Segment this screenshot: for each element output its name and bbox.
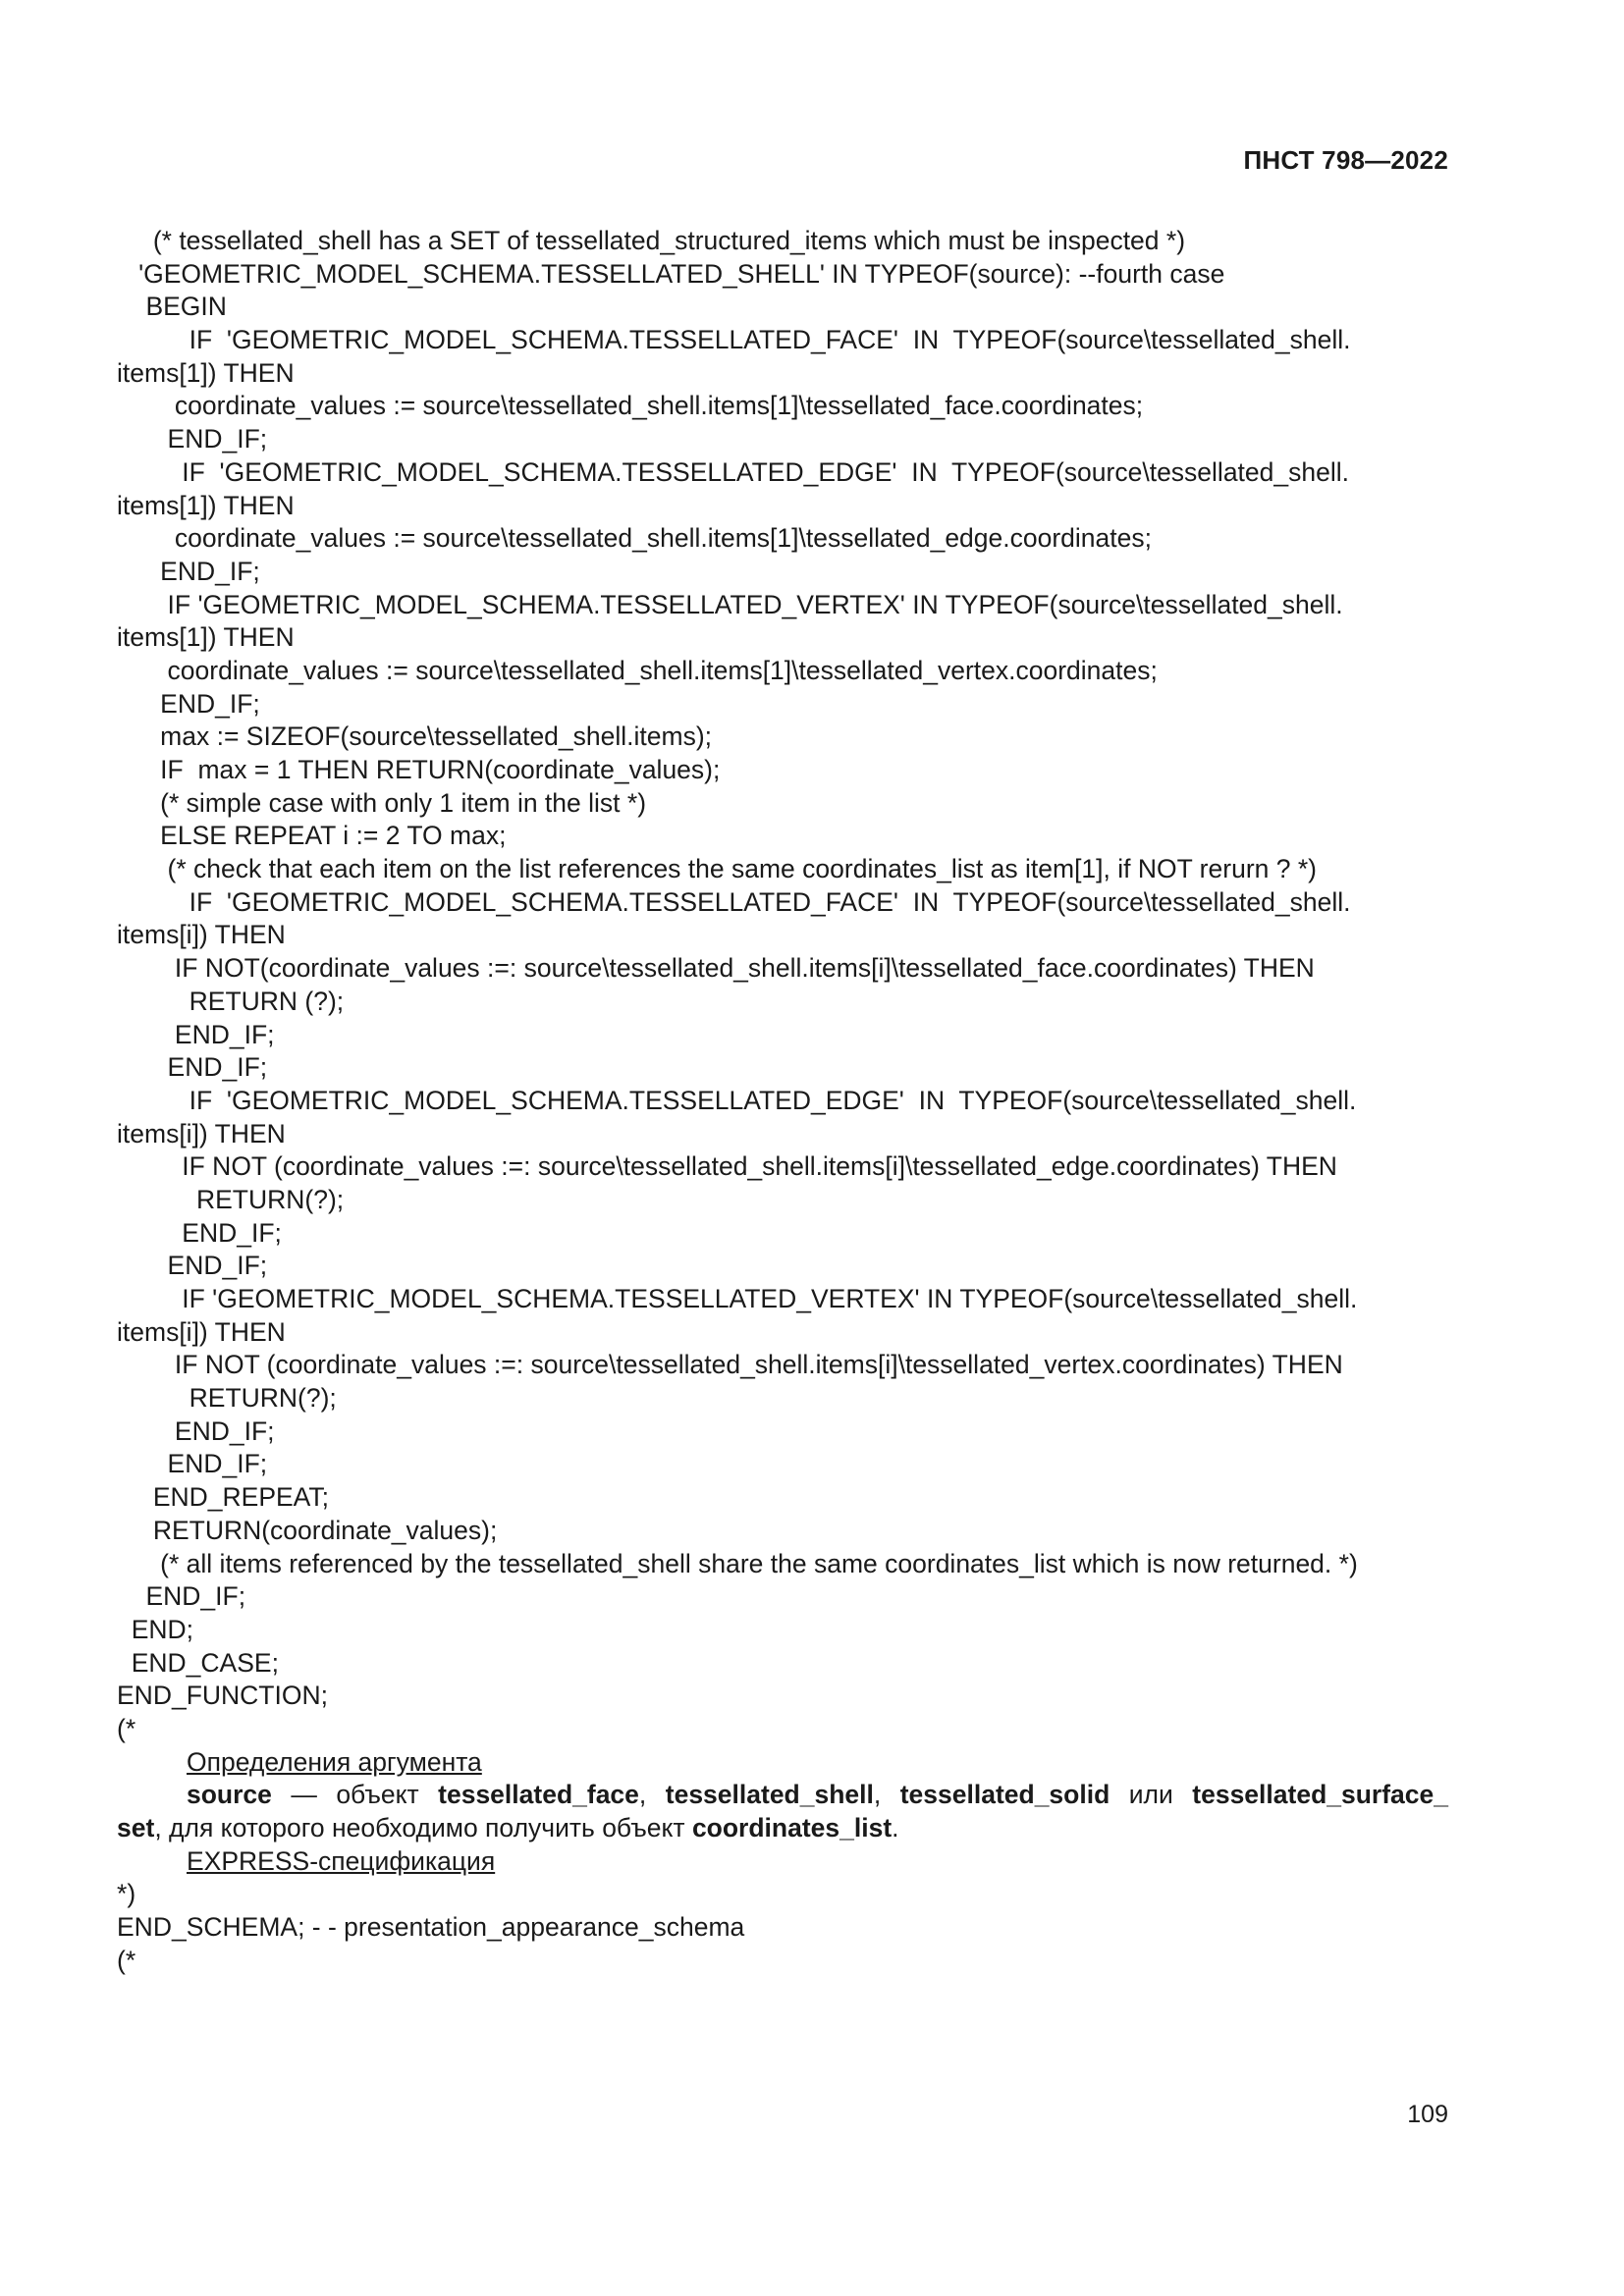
code-line: IF NOT (coordinate_values :=: source\tessellated_shell.items[i]\tessellated_edge.coordinates) THEN — [117, 1151, 1337, 1182]
code-line: (* tessellated_shell has a SET of tessellated_structured_items which must be inspected *) — [117, 226, 1186, 255]
definition-dash: — объект — [271, 1780, 439, 1810]
code-line: END_IF; — [117, 1019, 275, 1049]
code-line: END_IF; — [117, 1251, 268, 1281]
code-line: *) — [117, 1879, 136, 1909]
code-line: IF max = 1 THEN RETURN(coordinate_values); — [117, 755, 721, 784]
term-coordinates-list: coordinates_list — [691, 1813, 893, 1842]
document-id: ПНСТ 798—2022 — [1243, 145, 1448, 175]
code-line: END_SCHEMA; - - presentation_appearance_schema — [117, 1912, 745, 1943]
term-tessellated-surface-set-part2: set — [117, 1813, 155, 1842]
code-line: END_IF; — [117, 1217, 282, 1248]
term-tessellated-surface-set-part1: tessellated_surface_ — [1192, 1780, 1449, 1810]
code-line: END_IF; — [117, 1415, 275, 1446]
definition-text-line-2 — [117, 1812, 1448, 1845]
term-source: source — [187, 1780, 272, 1810]
code-line: (* simple case with only 1 item in the list *) — [117, 787, 647, 818]
code-line: IF NOT(coordinate_values :=: source\tessellated_shell.items[i]\tessellated_face.coordinates) THEN — [117, 953, 1315, 984]
term-tessellated-face: tessellated_face — [438, 1780, 639, 1810]
definitions-heading-line — [117, 1746, 1448, 1780]
code-line: END_FUNCTION; — [117, 1681, 328, 1711]
code-line: (* — [117, 1945, 136, 1975]
code-line: END; — [117, 1614, 194, 1644]
code-line: END_CASE; — [117, 1647, 279, 1678]
code-line: items[i]) THEN — [117, 920, 286, 950]
code-line: IF 'GEOMETRIC_MODEL_SCHEMA.TESSELLATED_EDGE' IN TYPEOF(source\tessellated_shell. — [117, 1085, 1357, 1115]
code-line: (* — [117, 1713, 136, 1743]
definitions-heading: Определения аргумента — [187, 1746, 482, 1777]
definition-text-line-1 — [117, 1779, 1448, 1812]
code-line: 'GEOMETRIC_MODEL_SCHEMA.TESSELLATED_SHELL' IN TYPEOF(source): --fourth case — [117, 258, 1225, 289]
code-line: END_IF; — [117, 1581, 246, 1612]
code-line: coordinate_values := source\tessellated_shell.items[1]\tessellated_face.coordinates; — [117, 391, 1144, 421]
code-line: END_REPEAT; — [117, 1482, 329, 1513]
code-line: RETURN(coordinate_values); — [117, 1515, 498, 1545]
definition-comma: , — [873, 1780, 900, 1810]
express-heading-line — [117, 1845, 1448, 1879]
definition-or: или — [1110, 1780, 1193, 1810]
code-line: items[i]) THEN — [117, 1118, 286, 1148]
term-tessellated-shell: tessellated_shell — [665, 1780, 874, 1810]
code-line: IF 'GEOMETRIC_MODEL_SCHEMA.TESSELLATED_FACE' IN TYPEOF(source\tessellated_shell. — [117, 886, 1351, 917]
code-line: IF 'GEOMETRIC_MODEL_SCHEMA.TESSELLATED_VERTEX' IN TYPEOF(source\tessellated_shell. — [117, 589, 1343, 619]
code-line: coordinate_values := source\tessellated_shell.items[1]\tessellated_vertex.coordinates; — [117, 655, 1158, 685]
code-line: (* check that each item on the list references the same coordinates_list as item[1], if NOT rerurn ? *) — [117, 854, 1317, 884]
definition-period: . — [892, 1813, 899, 1842]
document-body — [117, 225, 1448, 1977]
definition-comma: , — [638, 1780, 666, 1810]
code-line: RETURN(?); — [117, 1184, 345, 1214]
code-line: ELSE REPEAT i := 2 TO max; — [117, 821, 507, 851]
code-line: items[1]) THEN — [117, 357, 295, 388]
code-line: max := SIZEOF(source\tessellated_shell.items); — [117, 721, 713, 752]
definition-rest: , для которого необходимо получить объект — [154, 1813, 692, 1842]
code-line: IF 'GEOMETRIC_MODEL_SCHEMA.TESSELLATED_EDGE' IN TYPEOF(source\tessellated_shell. — [117, 456, 1349, 487]
term-tessellated-solid: tessellated_solid — [899, 1780, 1110, 1810]
code-line: END_IF; — [117, 424, 268, 454]
code-line: items[1]) THEN — [117, 490, 295, 520]
code-line: IF 'GEOMETRIC_MODEL_SCHEMA.TESSELLATED_VERTEX' IN TYPEOF(source\tessellated_shell. — [117, 1284, 1358, 1313]
code-line: END_IF; — [117, 1052, 268, 1083]
code-line: END_IF; — [117, 688, 260, 719]
page-number: 109 — [1407, 2101, 1448, 2128]
code-line: END_IF; — [117, 1449, 268, 1479]
code-line: IF NOT (coordinate_values :=: source\tessellated_shell.items[i]\tessellated_vertex.coordinates) THEN — [117, 1350, 1343, 1380]
code-line: items[1]) THEN — [117, 622, 295, 653]
code-line: RETURN (?); — [117, 986, 345, 1016]
code-line: BEGIN — [117, 292, 227, 322]
code-line: (* all items referenced by the tessellated_shell share the same coordinates_list which is now returned. *) — [117, 1548, 1358, 1578]
express-spec-heading: EXPRESS-спецификация — [187, 1845, 496, 1876]
code-line: coordinate_values := source\tessellated_shell.items[1]\tessellated_edge.coordinates; — [117, 523, 1152, 554]
code-line: RETURN(?); — [117, 1383, 337, 1414]
code-line: END_IF; — [117, 556, 260, 586]
code-line: IF 'GEOMETRIC_MODEL_SCHEMA.TESSELLATED_FACE' IN TYPEOF(source\tessellated_shell. — [117, 325, 1351, 355]
code-line: items[i]) THEN — [117, 1316, 286, 1347]
